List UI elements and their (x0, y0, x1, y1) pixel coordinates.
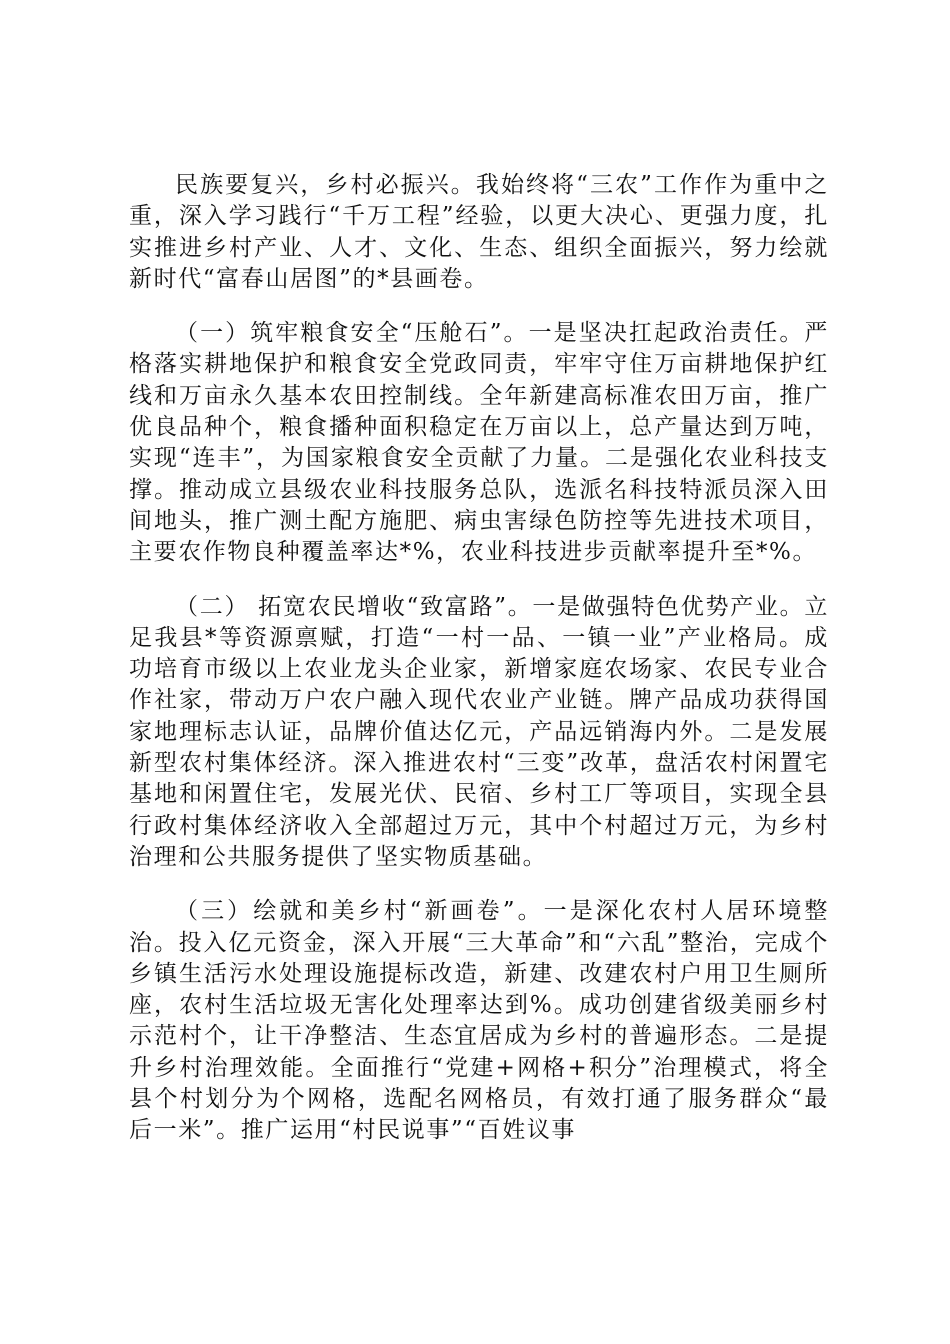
section-2-paragraph: （二） 拓宽农民增收“致富路”。一是做强特色优势产业。立足我县*等资源禀赋，打造“一村一品、一镇一业”产业格局。成功培育市级以上农业龙头企业家，新增家庭农场家、农民专业合作社家，带动万户农户融入现代农业产业链。牌产品成功获得国家地理标志认证，品牌价值达亿元，产品远销海内外。二是发展新型农村集体经济。深入推进农村“三变”改革，盘活农村闲置宅基地和闲置住宅，发展光伏、民宿、乡村工厂等项目，实现全县行政村集体经济收入全部超过万元，其中个村超过万元，为乡村治理和公共服务提供了坚实物质基础。 (129, 593, 829, 870)
section-3-paragraph: （三）绘就和美乡村“新画卷”。一是深化农村人居环境整治。投入亿元资金，深入开展“三大革命”和“六乱”整治，完成个乡镇生活污水处理设施提标改造，新建、改建农村户用卫生厕所座，农村生活垃圾无害化处理率达到%。成功创建省级美丽乡村示范村个，让干净整洁、生态宜居成为乡村的普遍形态。二是提升乡村治理效能。全面推行“党建+网格+积分”治理模式，将全县个村划分为个网格，选配名网格员，有效打通了服务群众“最后一米”。推广运用“村民说事”“百姓议事 (129, 898, 829, 1144)
document-body (129, 170, 829, 1147)
section-1-paragraph: （一）筑牢粮食安全“压舱石”。一是坚决扛起政治责任。严格落实耕地保护和粮食安全党政同责，牢牢守住万亩耕地保护红线和万亩永久基本农田控制线。全年新建高标准农田万亩，推广优良品种个，粮食播种面积稳定在万亩以上，总产量达到万吨，实现“连丰”，为国家粮食安全贡献了力量。二是强化农业科技支撑。推动成立县级农业科技服务总队，选派名科技特派员深入田间地头，推广测土配方施肥、病虫害绿色防控等先进技术项目，主要农作物良种覆盖率达*%，农业科技进步贡献率提升至*%。 (129, 320, 829, 566)
intro-paragraph: 民族要复兴，乡村必振兴。我始终将“三农”工作作为重中之重，深入学习践行“千万工程”经验，以更大决心、更强力度，扎实推进乡村产业、人才、文化、生态、组织全面振兴，努力绘就新时代“富春山居图”的*县画卷。 (129, 172, 829, 292)
